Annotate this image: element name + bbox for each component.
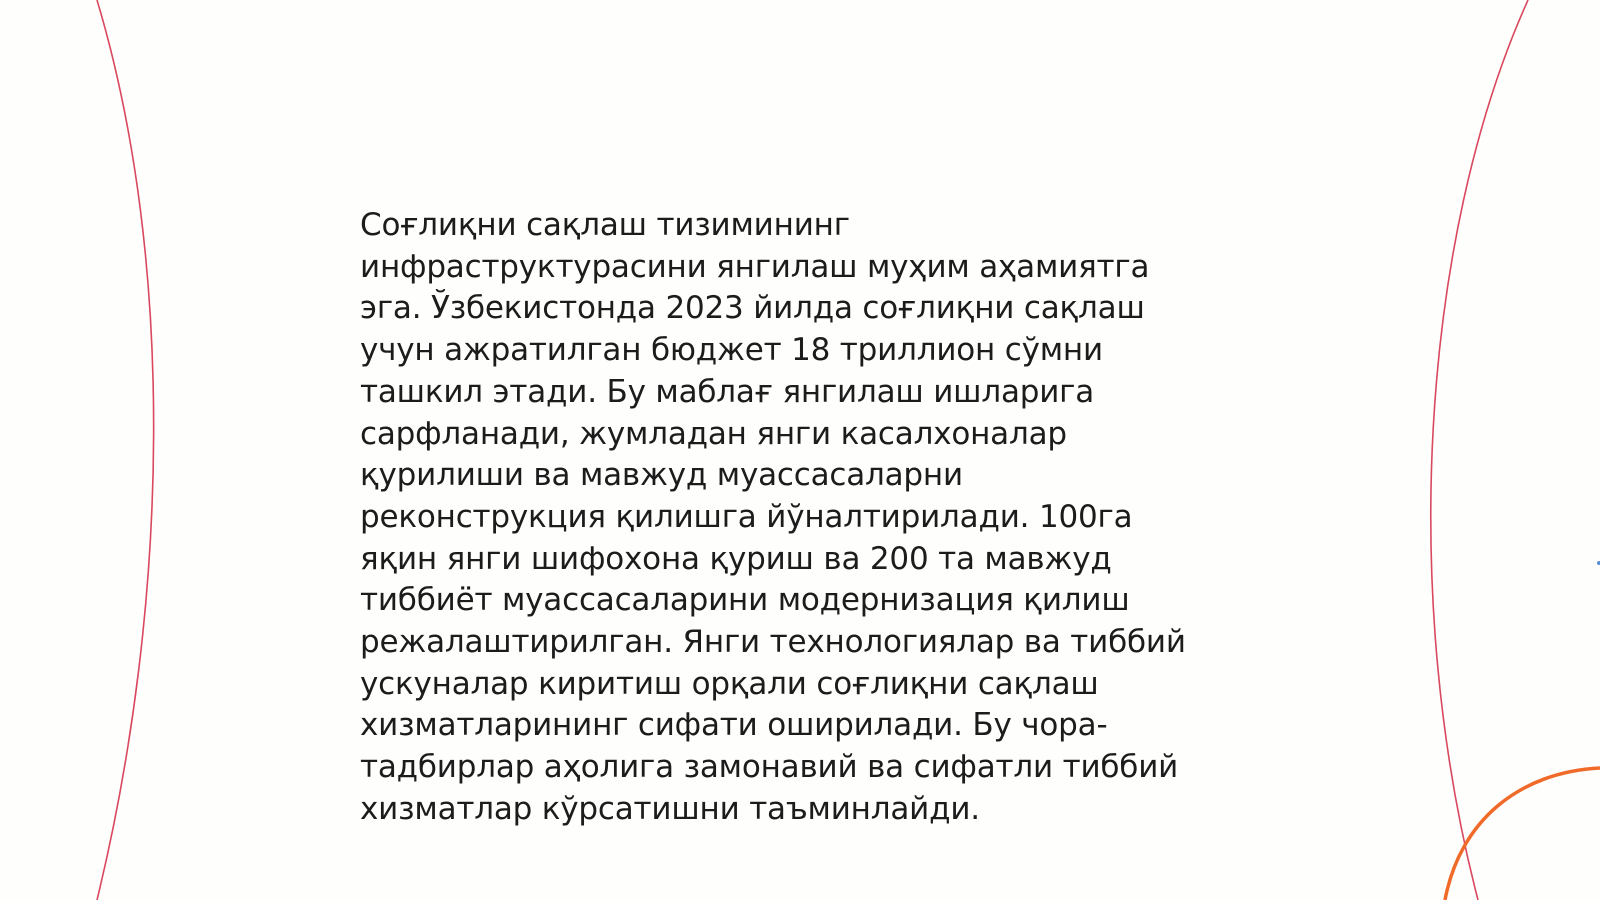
right-curve-line [1431,0,1528,900]
paragraph-line: учун ажратилган бюджет 18 триллион сўмни [360,332,1103,369]
paragraph-line: ускуналар киритиш орқали соғлиқни сақлаш [360,665,1099,702]
paragraph-line: ташкил этади. Бу маблағ янгилаш ишларига [360,373,1095,410]
left-curve-line [97,0,154,900]
paragraph-line: эга. Ўзбекистонда 2023 йилда соғлиқни сақлаш [360,290,1145,327]
paragraph-line: Соғлиқни сақлаш тизимининг [360,207,850,243]
body-paragraph [360,205,1240,831]
paragraph-line: хизматларининг сифати оширилади. Бу чора- [360,707,1108,744]
paragraph-line: реконструкция қилишга йўналтирилади. 100га [360,498,1133,535]
paragraph-line: тиббиёт муассасаларини модернизация қилиш [360,582,1130,619]
paragraph-line: қурилиши ва мавжуд муассасаларни [360,457,963,494]
paragraph-line: яқин янги шифохона қуриш ва 200 та мавжуд [360,540,1112,577]
paragraph-line: хизматлар кўрсатишни таъминлайди. [360,790,980,827]
orange-arc [1445,768,1600,900]
paragraph-line: тадбирлар аҳолига замонавий ва сифатли тиббий [360,749,1179,786]
paragraph-line: инфраструктурасини янгилаш муҳим аҳамиятга [360,248,1150,285]
paragraph-line: сарфланади, жумладан янги касалхоналар [360,415,1067,452]
paragraph-line: режалаштирилган. Янги технологиялар ва тиббий [360,624,1186,661]
